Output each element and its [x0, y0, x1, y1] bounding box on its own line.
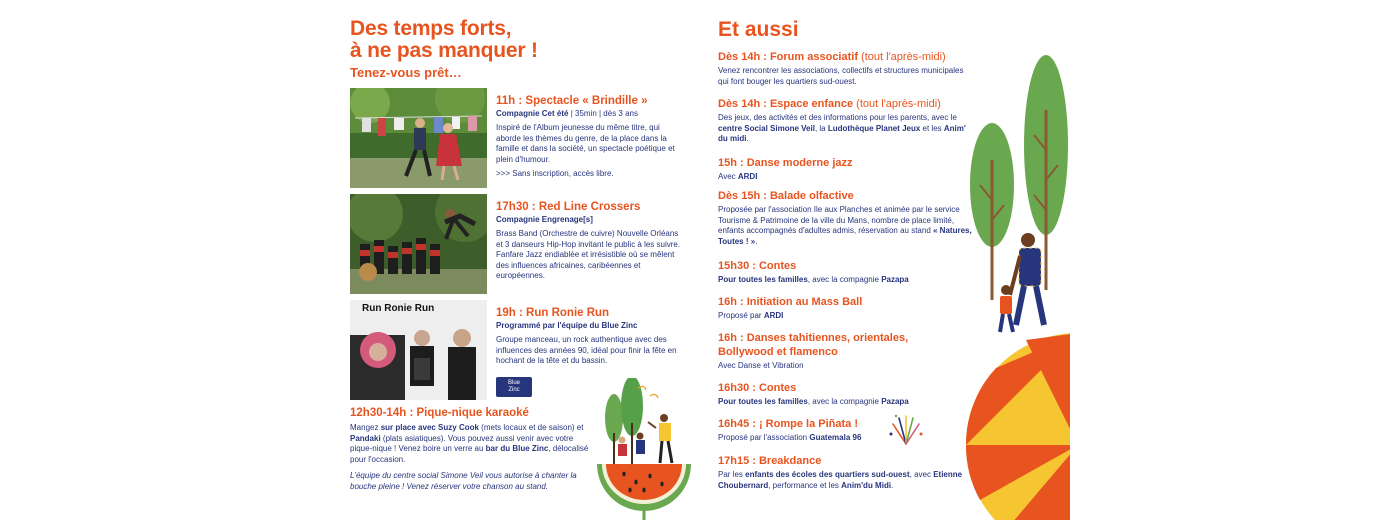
- picnic-bold-2: Pandaki: [350, 433, 381, 443]
- brindille-company-name: Compagnie Cet été: [496, 109, 569, 118]
- contes1-text-2: , avec la compagnie: [807, 275, 882, 284]
- forum-title-text: Dès 14h : Forum associatif: [718, 51, 858, 63]
- item-breakdance: [718, 454, 973, 491]
- run-ronie-caption: Run Ronie Run: [362, 303, 435, 314]
- picnic-text-1: Mangez: [350, 423, 381, 432]
- brindille-title: 11h : Spectacle « Brindille »: [496, 95, 648, 107]
- pinata-text-1: Proposé par l'association: [718, 433, 810, 442]
- danses-title-line2: Bollywood et flamenco: [718, 346, 838, 358]
- event-red-line-crossers: [350, 194, 690, 294]
- jazz-bold-1: ARDI: [737, 172, 758, 181]
- event-brindille: [350, 88, 690, 188]
- breakdance-text-1: Par les: [718, 470, 746, 479]
- breakdance-text-4: .: [891, 480, 894, 490]
- danses-title-line1: 16h : Danses tahitiennes, orientales,: [718, 332, 909, 344]
- contes2-title: 16h30 : Contes: [718, 382, 797, 394]
- item-espace-enfance: [718, 97, 973, 145]
- item-contes-2: [718, 381, 973, 408]
- enfance-bold-3: Anim' du midi: [718, 123, 966, 144]
- danses-body: Avec Danse et Vibration: [718, 361, 804, 370]
- balade-text-1: Proposée par l'association Ile aux Planches et animée par le service Tourisme & Patrimoine de la ville du Mans, nombre de place limité, enfants accompagnés d'adultes admis, réservation au stand: [718, 205, 960, 236]
- enfance-text-1: Des jeux, des activités et des informations pour les parents, avec le: [718, 113, 957, 122]
- picnic-bold-1: sur place avec Suzy Cook: [380, 423, 479, 432]
- run-ronie-title: 19h : Run Ronie Run: [496, 307, 610, 319]
- breakdance-text-3: , performance et les: [768, 480, 842, 490]
- jazz-title: 15h : Danse moderne jazz: [718, 157, 853, 169]
- red-line-text: [496, 200, 686, 282]
- jazz-text-1: Avec: [718, 172, 738, 181]
- breakdance-title: 17h15 : Breakdance: [718, 455, 822, 467]
- pinata-confetti-icon: [887, 414, 925, 446]
- massball-body: [718, 311, 973, 322]
- picnic-section: [350, 407, 590, 493]
- picnic-text-4: , délocalisé pour l'occasion.: [350, 444, 589, 464]
- contes1-title: 15h30 : Contes: [718, 260, 797, 272]
- contes2-bold-2: Pazapa: [881, 397, 909, 406]
- contes2-text-2: , avec la compagnie: [807, 397, 882, 406]
- jazz-body: [718, 172, 973, 183]
- picnic-bold-3: bar du Blue Zinc: [485, 444, 549, 454]
- picnic-italic-note: L'équipe du centre social Simone Veil vous autorise à chanter la bouche pleine ! Venez réserver votre chanson au stand.: [350, 471, 577, 491]
- balade-body: [718, 205, 973, 247]
- item-contes-1: [718, 259, 973, 286]
- run-ronie-text: [496, 306, 686, 367]
- item-danses: [718, 331, 973, 372]
- brindille-body: Inspiré de l'Album jeunesse du même titre, qui aborde les thèmes du genre, de la place dans la famille et dans la société, un spectacle poétique et plein d'humour.: [496, 123, 675, 164]
- enfance-text-3: et les: [920, 123, 944, 133]
- forum-body: Venez rencontrer les associations, collectifs et structures municipales qui font bouger les quartiers sud-ouest.: [718, 66, 964, 86]
- breakdance-bold-3: Anim'du Midi: [841, 480, 892, 490]
- striped-ball-icon: [966, 333, 1070, 520]
- contes1-body: [718, 275, 973, 286]
- right-title: Et aussi: [718, 18, 799, 41]
- run-ronie-company: Programmé par l'équipe du Blue Zinc: [496, 321, 638, 330]
- enfance-body: [718, 113, 973, 145]
- item-mass-ball: [718, 295, 973, 322]
- forum-title: [718, 50, 973, 64]
- enfance-bold-2: Ludothèque Planet Jeux: [827, 123, 921, 133]
- enfance-title-light: (tout l'après-midi): [853, 98, 941, 110]
- balade-title: Dès 15h : Balade olfactive: [718, 190, 854, 202]
- balade-bold-1: « Natures, Toutes ! »: [718, 226, 972, 246]
- massball-title: 16h : Initiation au Mass Ball: [718, 296, 863, 308]
- red-line-company: Compagnie Engrenage[s]: [496, 215, 593, 224]
- brindille-photo: [350, 88, 487, 188]
- contes2-bold-1: Pour toutes les familles: [718, 397, 808, 406]
- left-header: [350, 18, 690, 80]
- brindille-company: [496, 108, 686, 119]
- pinata-body: [718, 433, 973, 444]
- massball-text-1: Proposé par: [718, 311, 764, 320]
- enfance-bold-1: centre Social Simone Veil: [718, 123, 815, 133]
- contes1-bold-1: Pour toutes les familles: [718, 275, 808, 284]
- item-forum: [718, 50, 973, 87]
- picnic-text-3: (plats asiatiques). Vous pouvez aussi venir avec votre pique-nique ! Venez boire un verre au: [350, 433, 574, 454]
- tree-left-icon: [970, 123, 1014, 300]
- enfance-text-2: , la: [814, 123, 828, 133]
- item-pinata: [718, 417, 973, 444]
- forum-title-light: (tout l'après-midi): [858, 51, 946, 63]
- run-ronie-photo: [350, 300, 487, 400]
- breakdance-text-2: , avec: [909, 470, 934, 479]
- blue-zinc-logo-line2: Zinc: [508, 387, 520, 393]
- run-ronie-body: Groupe manceau, un rock authentique avec des influences des années 90, idéal pour finir la fête en hochant de la tête et du bassin.: [496, 335, 677, 366]
- pinata-title: 16h45 : ¡ Rompe la Piñata !: [718, 418, 858, 430]
- balade-text-2: .: [755, 236, 758, 246]
- item-balade-olfactive: [718, 189, 973, 247]
- right-decoration: [966, 50, 1070, 520]
- picnic-body: [350, 423, 590, 465]
- brindille-details: | 35min | dès 3 ans: [568, 109, 638, 118]
- main-subtitle: Tenez-vous prêt…: [350, 65, 462, 80]
- red-line-title: 17h30 : Red Line Crossers: [496, 201, 641, 213]
- breakdance-bold-2: Etienne Choubernard: [718, 470, 963, 490]
- enfance-title-text: Dès 14h : Espace enfance: [718, 98, 854, 110]
- blue-zinc-logo: [496, 377, 532, 397]
- main-title-line1: Des temps forts,: [350, 17, 512, 40]
- picnic-title: 12h30-14h : Pique-nique karaoké: [350, 407, 529, 419]
- red-line-photo: [350, 194, 487, 294]
- breakdance-bold-1: enfants des écoles des quartiers sud-ouest: [745, 470, 910, 479]
- enfance-text-4: .: [746, 134, 749, 144]
- contes2-body: [718, 397, 973, 408]
- red-line-body: Brass Band (Orchestre de cuivre) Nouvelle Orléans et 3 danseurs Hip-Hop invitant le public à les suivre. Fanfare Jazz endiablée et irrésistible où se mêlent des influences africaines, caribéennes et européennes.: [496, 229, 681, 281]
- watermelon-illustration: [594, 378, 694, 520]
- pinata-bold-1: Guatemala 96: [809, 433, 862, 442]
- enfance-title: [718, 97, 973, 111]
- breakdance-body: [718, 470, 973, 491]
- picnic-text-2: (mets locaux et de saison) et: [478, 423, 584, 432]
- contes1-bold-2: Pazapa: [881, 275, 909, 284]
- brindille-text: [496, 94, 686, 179]
- main-title-line2: à ne pas manquer !: [350, 39, 538, 62]
- father-child-icon: [1000, 233, 1044, 332]
- item-danse-jazz: [718, 156, 973, 183]
- massball-bold-1: ARDI: [763, 311, 784, 320]
- blue-zinc-logo-line1: Blue: [507, 380, 520, 386]
- brindille-note: >>> Sans inscription, accès libre.: [496, 169, 614, 179]
